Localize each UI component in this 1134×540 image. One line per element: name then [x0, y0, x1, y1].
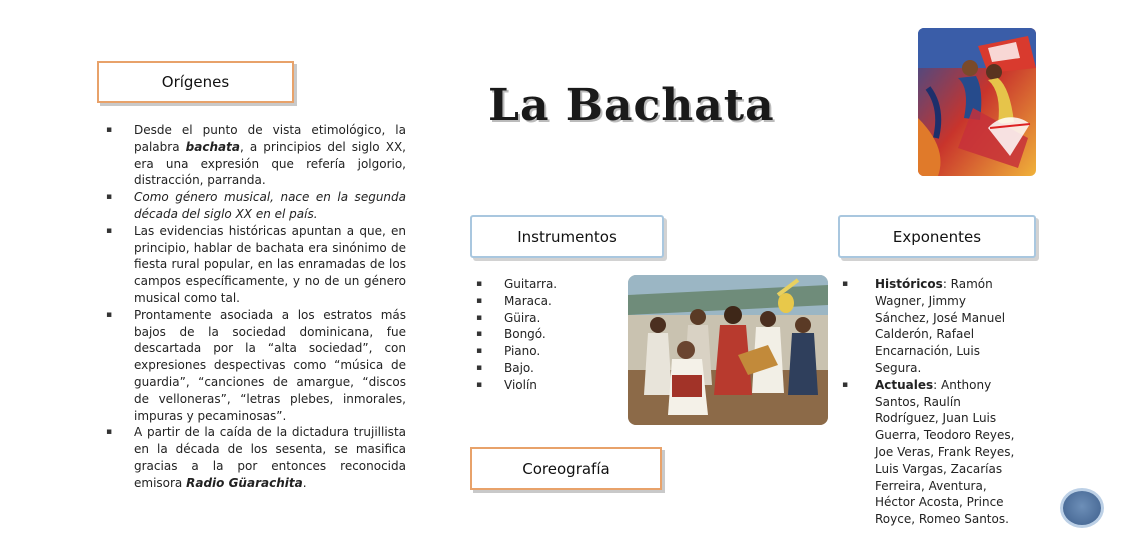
bullet-icon: ▪ [106, 225, 113, 236]
exponentes-list [842, 276, 1024, 528]
exponentes-heading: Exponentes [892, 227, 982, 246]
list-item: ▪ Las evidencias históricas apuntan a que, en principio, hablar de bachata era sinónimo de fiesta rural popular, en las enramadas de los campos específicamente, y no de un género musical como tal. [106, 223, 406, 305]
bullet-icon: ▪ [106, 125, 113, 135]
bullet-icon: ▪ [106, 309, 113, 320]
list-item: ▪ A partir de la caída de la dictadura trujillista en la década de los sesenta, se masifica gracias a la por entonces reconocida emisora Radio Güarachita. [106, 425, 406, 490]
list-item: ▪ Violín [476, 377, 537, 392]
list-item: ▪ Bajo. [476, 360, 534, 375]
exponentes-heading-box [838, 215, 1036, 258]
list-item: ▪ Actuales: Anthony Santos, Raulín Rodríguez, Juan Luis Guerra, Teodoro Reyes, Joe Veras, Frank Reyes, Luis Vargas, Zacarías Ferreira, Aventura, Héctor Acosta, Prince Royce, Romeo Santos. [842, 377, 1015, 527]
bullet-icon: ▪ [842, 279, 849, 289]
list-item: ▪ Bongó. [476, 327, 546, 342]
bullet-icon: ▪ [842, 379, 849, 390]
list-item: ▪ Guitarra. [476, 277, 558, 291]
origenes-list [106, 122, 406, 492]
dance-painting-image [918, 28, 1036, 176]
list-item: ▪ Güira. [476, 310, 541, 325]
nav-button-icon[interactable] [1060, 488, 1104, 528]
coreografia-heading-box [470, 447, 662, 490]
list-item: ▪ Desde el punto de vista etimológico, la palabra bachata, a principios del siglo XX, era una expresión que refería jolgorio, distracción, parranda. [106, 123, 406, 188]
instrumentos-heading-box [470, 215, 664, 258]
instrumentos-list [476, 276, 586, 394]
list-item: ▪ Maraca. [476, 293, 552, 308]
bullet-icon: ▪ [476, 329, 483, 340]
page-title: La Bachata [488, 80, 775, 131]
musicians-painting-image [628, 275, 828, 425]
origenes-heading: Orígenes [161, 73, 230, 91]
list-item: ▪ Como género musical, nace en la segunda década del siglo XX en el país. [106, 190, 406, 221]
origenes-heading-box [97, 61, 294, 103]
bullet-icon: ▪ [476, 295, 483, 306]
list-item: ▪ Piano. [476, 344, 541, 359]
bullet-icon: ▪ [106, 427, 113, 438]
bullet-icon: ▪ [476, 279, 483, 289]
list-item: ▪ Históricos: Ramón Wagner, Jimmy Sánchez, José Manuel Calderón, Rafael Encarnación, Luis Segura. [842, 277, 1006, 375]
bullet-icon: ▪ [476, 346, 483, 357]
bullet-icon: ▪ [476, 362, 483, 373]
bullet-icon: ▪ [476, 312, 483, 323]
list-item: ▪ Prontamente asociada a los estratos más bajos de la sociedad dominicana, fue descartada por la “alta sociedad”, con expresiones despectivas como “música de guardia”, “canciones de amargue, “discos de velloneras”, “letras plebes, inmorales, impuras y pecaminosas”. [106, 307, 406, 423]
bullet-icon: ▪ [106, 192, 113, 203]
bullet-icon: ▪ [476, 379, 483, 390]
instrumentos-heading: Instrumentos [517, 227, 617, 246]
coreografia-heading: Coreografía [522, 459, 610, 478]
